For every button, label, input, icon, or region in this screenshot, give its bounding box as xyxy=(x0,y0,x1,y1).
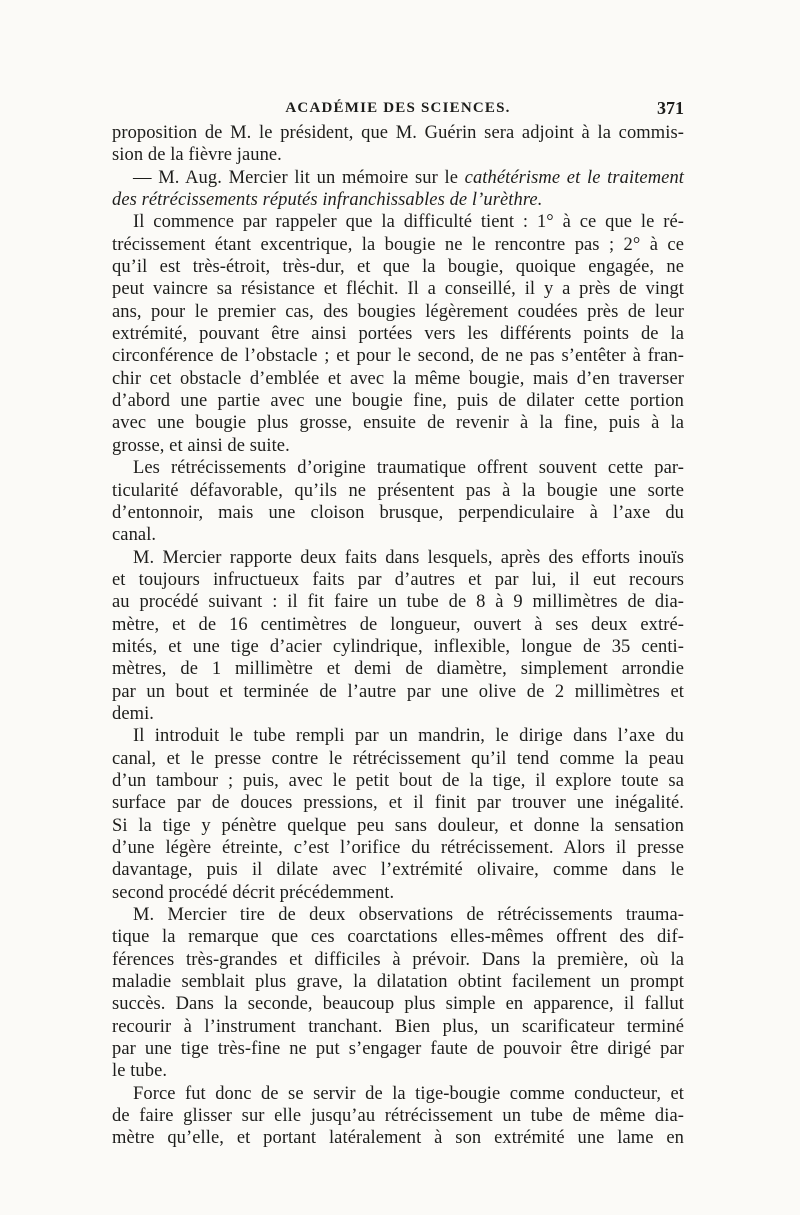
text-line: d’un tambour ; puis, avec le petit bout de la tige, il explore toute sa xyxy=(112,770,684,791)
paragraph xyxy=(112,725,684,904)
text-line: de faire glisser sur elle jusqu’au rétrécissement un tube de même dia- xyxy=(112,1106,684,1127)
text-line: Les rétrécissements d’origine traumatique offrent souvent cette par- xyxy=(133,458,684,479)
text-line: extrémité, pouvant être ainsi portées vers les différents points de la xyxy=(112,324,684,345)
text-line: d’une légère étreinte, c’est l’orifice du rétrécissement. Alors il presse xyxy=(112,838,684,858)
text-line: circonférence de l’obstacle ; et pour le second, de ne pas s’entêter à fran- xyxy=(112,346,684,367)
page-number: 371 xyxy=(657,98,684,118)
text-line: proposition de M. le président, que M. Guérin sera adjoint à la commis- xyxy=(112,123,684,143)
text-line: canal. xyxy=(112,525,157,546)
text-line: mités, et une tige d’acier cylindrique, inflexible, longue de 35 centi- xyxy=(112,636,684,657)
text-line: ans, pour le premier cas, des bougies légèrement coudées près de leur xyxy=(112,301,684,322)
text-line: peut vaincre sa résistance et fléchit. Il a conseillé, il y a près de vingt xyxy=(112,279,684,300)
text-line: au procédé suivant : il fit faire un tube de 8 à 9 millimètres de dia- xyxy=(112,592,684,613)
text-line: sion de la fièvre jaune. xyxy=(112,145,282,166)
text-line-with-italic-title: — M. Aug. Mercier lit un mémoire sur le cathétérisme et le traitement xyxy=(133,167,684,188)
text-line: davantage, puis il dilate avec l’extrémité olivaire, comme dans le xyxy=(112,860,684,881)
text-line: et toujours infructueux faits par d’autres et par lui, il eut recours xyxy=(112,569,684,590)
paragraph xyxy=(112,547,684,726)
text-line: d’entonnoir, mais une cloison brusque, perpendiculaire à l’axe du xyxy=(112,502,684,523)
text-line: d’abord une partie avec une bougie fine, puis de dilater cette portion xyxy=(112,391,684,412)
text-line: demi. xyxy=(112,703,155,724)
paragraph xyxy=(112,122,684,167)
paragraph xyxy=(112,457,684,546)
text-line: le tube. xyxy=(112,1061,168,1082)
text-line: avec une bougie plus grosse, ensuite de revenir à la fine, puis à la xyxy=(112,413,684,434)
text-line: maladie semblait plus grave, la dilatation obtint facilement un prompt xyxy=(112,972,684,993)
text-line: Il introduit le tube rempli par un mandrin, le dirige dans l’axe du xyxy=(133,726,684,747)
text-line: surface par de douces pressions, et il finit par trouver une inégalité. xyxy=(112,793,684,814)
text-line: par une tige très-fine ne put s’engager faute de pouvoir être dirigé par xyxy=(112,1039,684,1060)
paragraph xyxy=(112,167,684,212)
text-line: ticularité défavorable, qu’ils ne présentent pas à la bougie une sorte xyxy=(112,480,684,501)
text-line: mètre qu’elle, et portant latéralement à son extrémité une lame en xyxy=(112,1128,684,1149)
text-line: canal, et le presse contre le rétrécissement qu’il tend comme la peau xyxy=(112,748,684,769)
body-text xyxy=(112,122,684,1150)
text-line: M. Mercier rapporte deux faits dans lesquels, après des efforts inouïs xyxy=(133,547,684,568)
running-header-title: ACADÉMIE DES SCIENCES. xyxy=(285,100,511,116)
paragraph xyxy=(112,211,684,457)
text-line: chir cet obstacle d’emblée et avec la même bougie, mais d’en traverser xyxy=(112,368,684,389)
text-line: second procédé décrit précédemment. xyxy=(112,882,395,903)
text-line: par un bout et terminée de l’autre par une olive de 2 millimètres et xyxy=(112,681,684,702)
text-line: Force fut donc de se servir de la tige-bougie comme conducteur, et xyxy=(133,1083,684,1104)
text-line: qu’il est très-étroit, très-dur, et que la bougie, quoique engagée, ne xyxy=(112,257,684,278)
text-line: M. Mercier tire de deux observations de rétrécissements trauma- xyxy=(133,905,684,926)
text-line: recourir à l’instrument tranchant. Bien plus, un scarificateur terminé xyxy=(112,1016,684,1037)
text-line: succès. Dans la seconde, beaucoup plus simple en apparence, il fallut xyxy=(112,994,684,1015)
italic-title-line: des rétrécissements réputés infranchissables de l’urèthre. xyxy=(112,190,543,211)
text-line: trécissement étant excentrique, la bougie ne le rencontre pas ; 2° à ce xyxy=(112,234,684,255)
text-line: Il commence par rappeler que la difficulté tient : 1° à ce que le ré- xyxy=(133,212,684,233)
text-line: mètres, de 1 millimètre et demi de diamètre, simplement arrondie xyxy=(112,659,684,680)
text-line: tique la remarque que ces coarctations elles-mêmes offrent des dif- xyxy=(112,927,684,948)
paragraph xyxy=(112,904,684,1083)
text-line: mètre, et de 16 centimètres de longueur, ouvert à ses deux extré- xyxy=(112,614,684,635)
paragraph xyxy=(112,1083,684,1150)
text-line: grosse, et ainsi de suite. xyxy=(112,435,290,456)
text-line: férences très-grandes et difficiles à prévoir. Dans la première, où la xyxy=(112,949,684,970)
text-line: Si la tige y pénètre quelque peu sans douleur, et donne la sensation xyxy=(112,815,684,836)
running-header xyxy=(112,98,684,120)
